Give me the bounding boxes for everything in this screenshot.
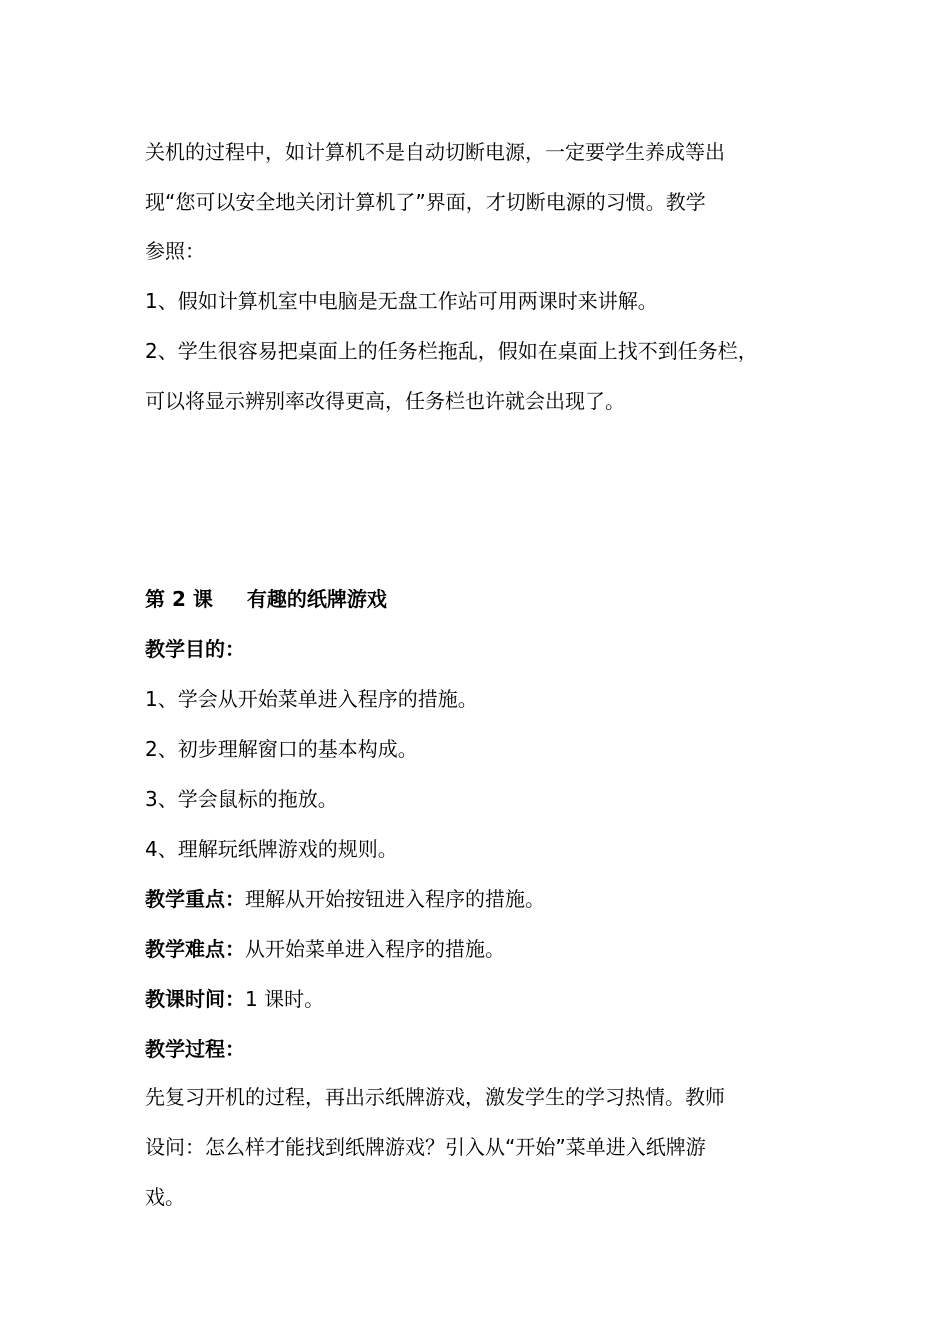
process-line: 设问：怎么样才能找到纸牌游戏？引入从“开始”菜单进入纸牌游 <box>145 1135 706 1159</box>
note-item: 1、假如计算机室中电脑是无盘工作站可用两课时来讲解。 <box>145 289 658 313</box>
lesson-number: 第 2 课 <box>145 587 213 611</box>
objective-item: 4、理解玩纸牌游戏的规则。 <box>145 837 398 861</box>
lesson-heading <box>145 586 387 612</box>
difficulty-row <box>145 936 505 962</box>
paragraph-line: 现“您可以安全地关闭计算机了”界面，才切断电源的习惯。教学 <box>145 190 706 214</box>
note-item: 可以将显示辨别率改得更高，任务栏也许就会出现了。 <box>145 389 625 413</box>
objectives-heading: 教学目的： <box>145 637 245 661</box>
objective-item: 2、初步理解窗口的基本构成。 <box>145 737 418 761</box>
objective-item: 3、学会鼠标的拖放。 <box>145 787 338 811</box>
process-heading: 教学过程： <box>145 1037 245 1061</box>
key-point-row <box>145 886 545 912</box>
lesson-title: 有趣的纸牌游戏 <box>246 587 387 611</box>
time-row <box>145 986 324 1012</box>
key-point-text: 理解从开始按钮进入程序的措施。 <box>245 887 545 911</box>
process-line: 先复习开机的过程，再出示纸牌游戏，激发学生的学习热情。教师 <box>145 1085 725 1109</box>
time-label: 教课时间： <box>145 987 245 1011</box>
note-item: 2、学生很容易把桌面上的任务栏拖乱，假如在桌面上找不到任务栏， <box>145 339 758 363</box>
objective-item: 1、学会从开始菜单进入程序的措施。 <box>145 687 478 711</box>
process-line: 戏。 <box>145 1185 185 1209</box>
paragraph-line: 参照： <box>145 239 205 263</box>
paragraph-line: 关机的过程中，如计算机不是自动切断电源，一定要学生养成等出 <box>145 140 725 164</box>
difficulty-label: 教学难点： <box>145 937 245 961</box>
difficulty-text: 从开始菜单进入程序的措施。 <box>245 937 505 961</box>
time-text: 1 课时。 <box>245 987 325 1011</box>
key-point-label: 教学重点： <box>145 887 245 911</box>
